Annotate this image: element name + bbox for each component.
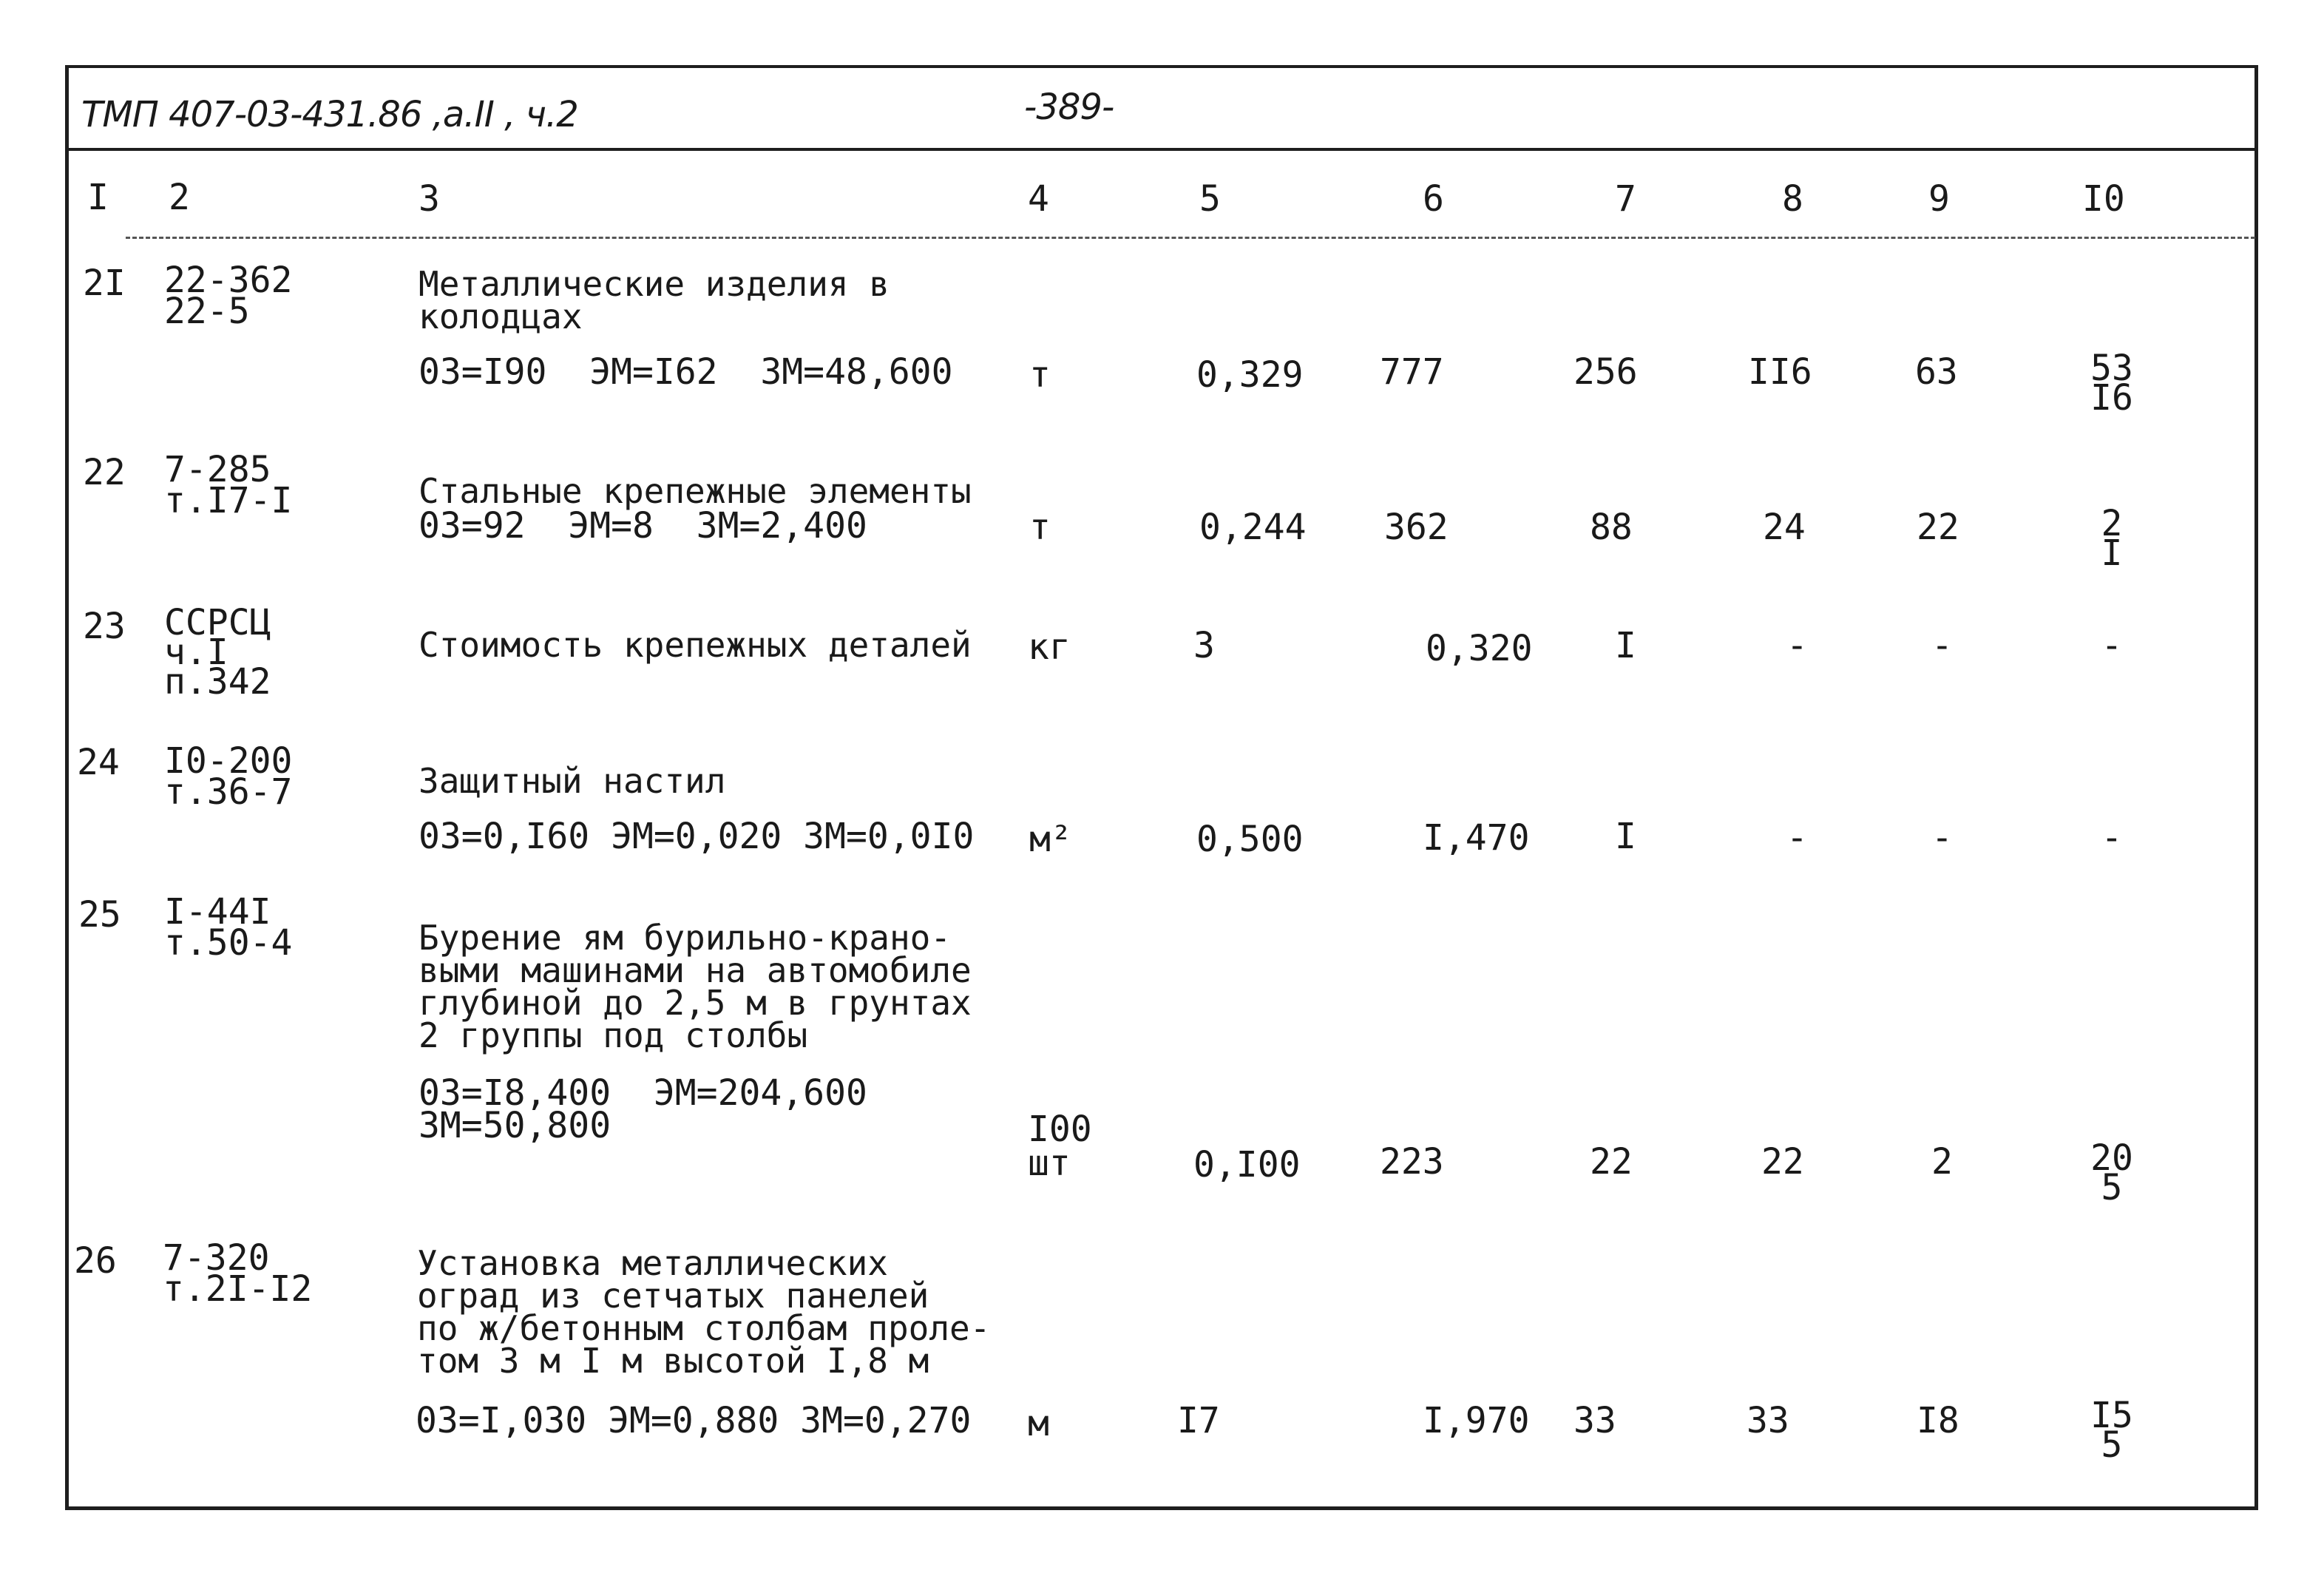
row-formula: 03=I,030 ЭМ=0,880 ЗМ=0,270 — [416, 1400, 972, 1441]
row-col10: 20 5 — [2090, 1137, 2133, 1208]
row-col8: 33 — [1747, 1400, 1789, 1441]
column-header: 9 — [1928, 178, 1950, 220]
row-col7: 33 — [1573, 1400, 1616, 1441]
row-number: 26 — [74, 1240, 117, 1282]
row-col10: 53 I6 — [2090, 348, 2133, 419]
row-col9: - — [1931, 817, 1953, 859]
row-description: Стальные крепежные элементы — [419, 471, 972, 511]
row-col6: 362 — [1384, 507, 1449, 548]
row-quantity: 0,I00 — [1193, 1144, 1301, 1185]
row-unit: т — [1029, 354, 1051, 396]
row-col10: - — [2101, 625, 2123, 666]
row-code: 22-362 22-5 — [164, 260, 293, 332]
row-formula: 03=I8,400 ЭМ=204,600 ЗМ=50,800 — [419, 1072, 867, 1146]
row-col9: - — [1931, 625, 1953, 666]
row-unit: м² — [1029, 819, 1072, 860]
row-unit: I00 шт — [1028, 1109, 1092, 1184]
row-quantity: 0,329 — [1196, 354, 1304, 396]
column-header: 8 — [1782, 178, 1803, 220]
row-unit: м — [1028, 1403, 1049, 1444]
row-code: ССРСЦ ч.I п.342 — [164, 602, 271, 703]
column-header: I — [87, 177, 109, 218]
column-header: 3 — [419, 178, 440, 220]
header-divider — [65, 148, 2258, 151]
document-code: ТМП 407-03-431.86 ,а.II , ч.2 — [81, 94, 578, 135]
row-col8: II6 — [1748, 351, 1812, 393]
row-col6: 0,320 — [1426, 628, 1533, 669]
row-formula: 03=0,I60 ЭМ=0,020 ЗМ=0,0I0 — [419, 816, 975, 857]
row-col7: 22 — [1590, 1141, 1633, 1183]
row-unit: т — [1029, 507, 1051, 548]
row-code: I0-200 т.36-7 — [164, 740, 293, 813]
column-header: 4 — [1028, 178, 1049, 220]
row-col9: I8 — [1917, 1400, 1959, 1441]
row-number: 25 — [78, 894, 121, 936]
row-col10: I5 5 — [2090, 1395, 2133, 1466]
row-formula: 03=92 ЭМ=8 ЗМ=2,400 — [419, 505, 867, 547]
page-number: -389- — [1024, 87, 1114, 128]
row-col9: 2 — [1931, 1141, 1953, 1183]
row-quantity: 3 — [1193, 625, 1215, 666]
row-quantity: 0,500 — [1196, 819, 1304, 860]
column-header: 5 — [1199, 178, 1221, 220]
row-number: 23 — [83, 606, 126, 647]
row-col7: 256 — [1573, 351, 1638, 393]
row-col10: - — [2101, 817, 2123, 859]
row-quantity: I7 — [1177, 1400, 1220, 1441]
row-col8: 24 — [1763, 507, 1806, 548]
table-frame — [65, 65, 2258, 1510]
row-number: 22 — [83, 452, 126, 493]
row-col9: 63 — [1915, 351, 1958, 393]
row-col8: 22 — [1761, 1141, 1804, 1183]
row-code: 7-320 т.2I-I2 — [163, 1237, 313, 1310]
column-header: 6 — [1423, 178, 1444, 220]
row-col9: 22 — [1917, 507, 1959, 548]
column-header: 2 — [169, 177, 190, 218]
row-description: Установка металлических оград из сетчатых панелей по ж/бетонным столбам проле- том 3 м I м высотой I,8 м — [417, 1243, 991, 1381]
row-code: 7-285 т.I7-I — [164, 449, 293, 521]
row-col6: I,970 — [1423, 1400, 1530, 1441]
row-formula: 03=I90 ЭМ=I62 ЗМ=48,600 — [419, 351, 953, 393]
column-header: I0 — [2082, 178, 2125, 220]
row-unit: кг — [1028, 626, 1071, 668]
column-header: 7 — [1615, 178, 1636, 220]
row-col7: 88 — [1590, 507, 1633, 548]
row-number: 24 — [77, 742, 120, 783]
row-description: Стоимость крепежных деталей — [419, 625, 972, 665]
row-number: 2I — [83, 263, 126, 304]
row-code: I-44I т.50-4 — [164, 891, 293, 964]
header-underline — [126, 237, 2255, 239]
row-col8: - — [1786, 817, 1808, 859]
row-quantity: 0,244 — [1199, 507, 1307, 548]
row-col10: 2 I — [2101, 503, 2123, 574]
row-col7: I — [1615, 625, 1636, 666]
row-col6: 777 — [1380, 351, 1444, 393]
row-description: Бурение ям бурильно-крано- выми машинами на автомобиле глубиной до 2,5 м в грунтах 2 группы под столбы — [419, 918, 972, 1055]
row-col7: I — [1615, 816, 1636, 857]
row-col6: 223 — [1380, 1141, 1444, 1183]
row-col6: I,470 — [1423, 817, 1530, 859]
row-description: Защитный настил — [419, 761, 726, 801]
row-col8: - — [1786, 625, 1808, 666]
row-description: Металлические изделия в колодцах — [419, 264, 890, 336]
